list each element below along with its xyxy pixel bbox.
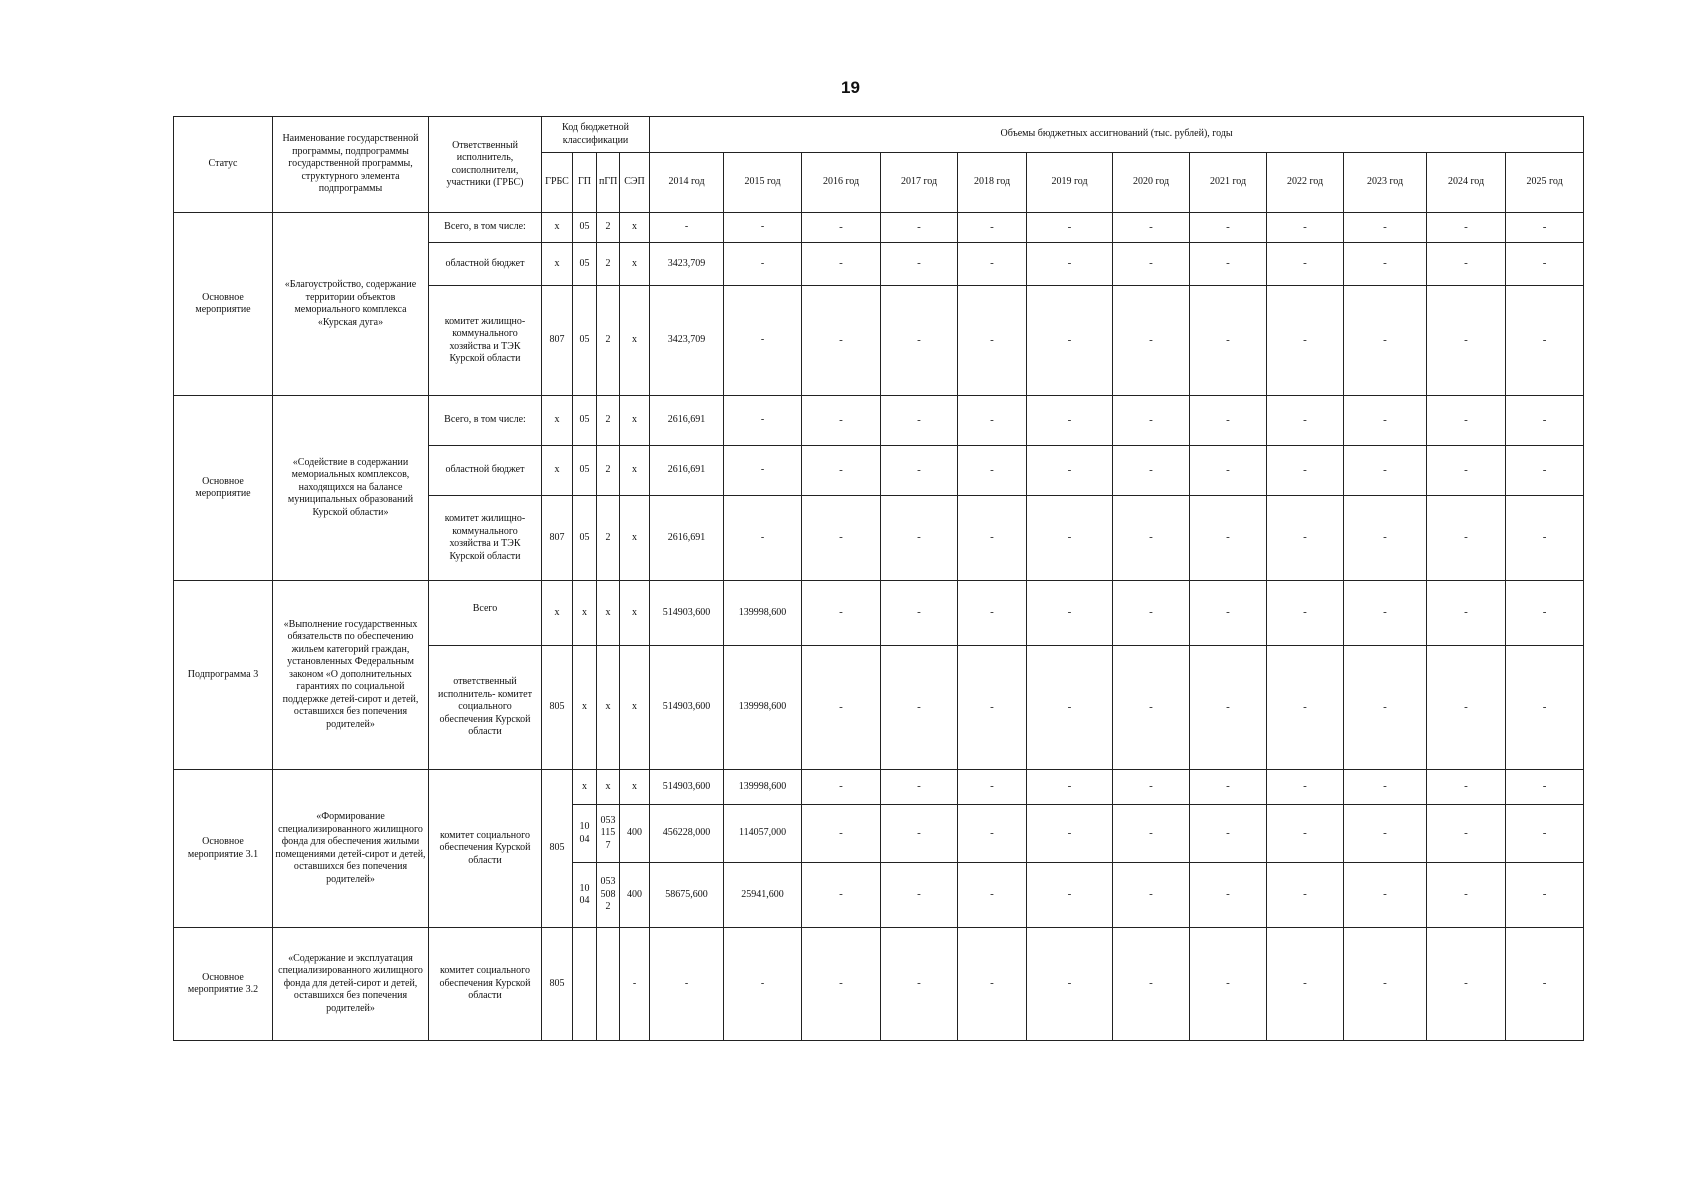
sep-cell: x — [620, 286, 650, 396]
value-dash: - — [1427, 805, 1506, 863]
value-dash: - — [1027, 770, 1113, 805]
value-dash: - — [1027, 496, 1113, 581]
value-2014: 456228,000 — [650, 805, 724, 863]
value-dash: - — [1113, 928, 1190, 1041]
value-dash: - — [1506, 213, 1584, 243]
header-year: 2023 год — [1344, 153, 1427, 213]
value-dash: - — [958, 770, 1027, 805]
value-dash: - — [1427, 928, 1506, 1041]
gp-cell: 05 — [573, 496, 597, 581]
pgp-cell: 2 — [597, 446, 620, 496]
executor-cell: комитет социального обеспечения Курской области — [429, 928, 542, 1041]
gp-cell: 05 — [573, 446, 597, 496]
header-year: 2019 год — [1027, 153, 1113, 213]
value-2014: 3423,709 — [650, 243, 724, 286]
pgp-cell — [597, 928, 620, 1041]
grbs-cell: x — [542, 396, 573, 446]
value-dash: - — [802, 646, 881, 770]
value-dash: - — [881, 770, 958, 805]
pgp-cell: x — [597, 581, 620, 646]
value-dash: - — [1190, 581, 1267, 646]
value-2014: 3423,709 — [650, 286, 724, 396]
name-cell: «Содержание и эксплуатация специализированного жилищного фонда для детей-сирот и детей, оставшихся без попечения родителей» — [273, 928, 429, 1041]
sep-cell: x — [620, 581, 650, 646]
header-volumes: Объемы бюджетных ассигнований (тыс. рублей), годы — [650, 117, 1584, 153]
value-dash: - — [1427, 581, 1506, 646]
value-2015: - — [724, 928, 802, 1041]
value-dash: - — [881, 396, 958, 446]
gp-cell: 10 04 — [573, 863, 597, 928]
value-dash: - — [881, 446, 958, 496]
sep-cell: x — [620, 446, 650, 496]
table-row — [174, 581, 1584, 646]
value-dash: - — [1427, 496, 1506, 581]
value-dash: - — [1427, 446, 1506, 496]
value-dash: - — [1427, 243, 1506, 286]
value-dash: - — [1267, 928, 1344, 1041]
value-dash: - — [958, 396, 1027, 446]
value-dash: - — [881, 863, 958, 928]
value-dash: - — [802, 805, 881, 863]
value-dash: - — [802, 581, 881, 646]
value-dash: - — [1190, 805, 1267, 863]
value-dash: - — [881, 646, 958, 770]
value-dash: - — [1344, 496, 1427, 581]
value-2015: 139998,600 — [724, 770, 802, 805]
gp-cell: 05 — [573, 396, 597, 446]
header-year: 2015 год — [724, 153, 802, 213]
pgp-cell: 2 — [597, 213, 620, 243]
gp-cell: 05 — [573, 243, 597, 286]
value-dash: - — [1113, 396, 1190, 446]
value-dash: - — [958, 446, 1027, 496]
value-dash: - — [1506, 646, 1584, 770]
value-2014: 514903,600 — [650, 770, 724, 805]
value-dash: - — [1344, 646, 1427, 770]
executor-cell: Всего — [429, 581, 542, 646]
value-dash: - — [1267, 863, 1344, 928]
gp-cell: x — [573, 581, 597, 646]
value-dash: - — [1506, 446, 1584, 496]
value-dash: - — [881, 581, 958, 646]
value-dash: - — [1344, 581, 1427, 646]
value-dash: - — [881, 213, 958, 243]
grbs-cell: 807 — [542, 286, 573, 396]
gp-cell: x — [573, 770, 597, 805]
table-row — [174, 928, 1584, 1041]
value-2015: - — [724, 286, 802, 396]
value-dash: - — [1027, 581, 1113, 646]
value-dash: - — [1267, 243, 1344, 286]
header-grbs: ГРБС — [542, 153, 573, 213]
value-dash: - — [958, 581, 1027, 646]
status-cell: Основное мероприятие — [174, 213, 273, 396]
value-dash: - — [1113, 770, 1190, 805]
sep-cell: x — [620, 646, 650, 770]
value-dash: - — [1506, 805, 1584, 863]
value-dash: - — [1113, 496, 1190, 581]
value-dash: - — [1027, 646, 1113, 770]
executor-cell: комитет социального обеспечения Курской области — [429, 770, 542, 928]
value-dash: - — [1344, 928, 1427, 1041]
value-dash: - — [1267, 286, 1344, 396]
header-row-1 — [174, 117, 1584, 153]
value-2015: - — [724, 496, 802, 581]
pgp-cell: 2 — [597, 286, 620, 396]
value-dash: - — [1267, 446, 1344, 496]
header-year: 2014 год — [650, 153, 724, 213]
executor-cell: областной бюджет — [429, 243, 542, 286]
value-2014: - — [650, 928, 724, 1041]
value-dash: - — [1344, 863, 1427, 928]
value-dash: - — [1344, 243, 1427, 286]
value-dash: - — [1190, 213, 1267, 243]
sep-cell: - — [620, 928, 650, 1041]
executor-cell: комитет жилищно-коммунального хозяйства и ТЭК Курской области — [429, 496, 542, 581]
value-dash: - — [1113, 446, 1190, 496]
name-cell: «Выполнение государственных обязательств по обеспечению жильем категорий граждан, установленных Федеральным законом «О дополнительных гарантиях по социальной поддержке детей-сирот и детей, оставшихся без попечения родителей» — [273, 581, 429, 770]
value-dash: - — [1267, 496, 1344, 581]
pgp-cell: x — [597, 646, 620, 770]
header-status: Статус — [174, 117, 273, 213]
value-dash: - — [802, 446, 881, 496]
value-2014: 2616,691 — [650, 446, 724, 496]
value-dash: - — [1506, 928, 1584, 1041]
value-2015: 114057,000 — [724, 805, 802, 863]
value-2014: - — [650, 213, 724, 243]
gp-cell: 05 — [573, 213, 597, 243]
header-pgp: пГП — [597, 153, 620, 213]
value-dash: - — [1344, 770, 1427, 805]
status-cell: Основное мероприятие — [174, 396, 273, 581]
value-dash: - — [881, 928, 958, 1041]
value-dash: - — [1113, 213, 1190, 243]
value-2015: - — [724, 446, 802, 496]
executor-cell: комитет жилищно-коммунального хозяйства и ТЭК Курской области — [429, 286, 542, 396]
value-dash: - — [1190, 770, 1267, 805]
value-dash: - — [1113, 805, 1190, 863]
value-dash: - — [1027, 396, 1113, 446]
value-dash: - — [958, 213, 1027, 243]
value-dash: - — [1113, 646, 1190, 770]
pgp-cell: 053 508 2 — [597, 863, 620, 928]
value-2015: - — [724, 243, 802, 286]
value-dash: - — [881, 243, 958, 286]
header-year: 2018 год — [958, 153, 1027, 213]
grbs-cell: x — [542, 243, 573, 286]
value-dash: - — [1113, 863, 1190, 928]
header-year: 2016 год — [802, 153, 881, 213]
header-year: 2021 год — [1190, 153, 1267, 213]
value-2014: 2616,691 — [650, 496, 724, 581]
value-dash: - — [1027, 213, 1113, 243]
pgp-cell: 2 — [597, 243, 620, 286]
sep-cell: x — [620, 496, 650, 581]
header-year: 2017 год — [881, 153, 958, 213]
value-dash: - — [1267, 396, 1344, 446]
value-dash: - — [1506, 863, 1584, 928]
value-dash: - — [958, 646, 1027, 770]
value-dash: - — [1027, 805, 1113, 863]
grbs-cell: 805 — [542, 770, 573, 928]
value-dash: - — [802, 213, 881, 243]
value-2015: 139998,600 — [724, 646, 802, 770]
value-dash: - — [1190, 928, 1267, 1041]
executor-cell: ответственный исполнитель- комитет социального обеспечения Курской области — [429, 646, 542, 770]
table-row — [174, 770, 1584, 805]
value-2015: 25941,600 — [724, 863, 802, 928]
value-dash: - — [802, 243, 881, 286]
executor-cell: Всего, в том числе: — [429, 213, 542, 243]
gp-cell — [573, 928, 597, 1041]
value-dash: - — [1027, 863, 1113, 928]
name-cell: «Благоустройство, содержание территории объектов мемориального комплекса «Курская дуга» — [273, 213, 429, 396]
value-dash: - — [1113, 581, 1190, 646]
value-dash: - — [802, 863, 881, 928]
value-2015: - — [724, 213, 802, 243]
sep-cell: x — [620, 770, 650, 805]
value-dash: - — [1506, 581, 1584, 646]
value-dash: - — [958, 496, 1027, 581]
value-dash: - — [802, 928, 881, 1041]
header-year: 2022 год — [1267, 153, 1344, 213]
header-sep: СЭП — [620, 153, 650, 213]
value-dash: - — [1027, 243, 1113, 286]
value-dash: - — [1190, 646, 1267, 770]
header-budget-code: Код бюджетной классификации — [542, 117, 650, 153]
value-dash: - — [802, 496, 881, 581]
value-dash: - — [1427, 863, 1506, 928]
status-cell: Основное мероприятие 3.1 — [174, 770, 273, 928]
gp-cell: 05 — [573, 286, 597, 396]
name-cell: «Содействие в содержании мемориальных комплексов, находящихся на балансе муниципальных образований Курской области» — [273, 396, 429, 581]
pgp-cell: 2 — [597, 496, 620, 581]
page-number: 19 — [841, 78, 860, 97]
value-dash: - — [958, 805, 1027, 863]
value-dash: - — [1190, 446, 1267, 496]
value-dash: - — [1506, 770, 1584, 805]
value-dash: - — [1027, 286, 1113, 396]
value-dash: - — [802, 286, 881, 396]
value-dash: - — [1506, 243, 1584, 286]
value-dash: - — [1190, 243, 1267, 286]
budget-table-container — [173, 116, 1583, 1041]
header-year: 2020 год — [1113, 153, 1190, 213]
value-dash: - — [958, 928, 1027, 1041]
sep-cell: x — [620, 243, 650, 286]
value-dash: - — [802, 396, 881, 446]
pgp-cell: 053 115 7 — [597, 805, 620, 863]
value-dash: - — [1027, 446, 1113, 496]
value-dash: - — [1344, 446, 1427, 496]
grbs-cell: x — [542, 213, 573, 243]
grbs-cell: 805 — [542, 928, 573, 1041]
sep-cell: 400 — [620, 805, 650, 863]
grbs-cell: 807 — [542, 496, 573, 581]
table-row — [174, 396, 1584, 446]
value-2015: - — [724, 396, 802, 446]
value-dash: - — [1506, 396, 1584, 446]
sep-cell: 400 — [620, 863, 650, 928]
value-2014: 58675,600 — [650, 863, 724, 928]
value-dash: - — [1506, 496, 1584, 581]
value-dash: - — [1344, 396, 1427, 446]
header-year: 2024 год — [1427, 153, 1506, 213]
grbs-cell: 805 — [542, 646, 573, 770]
value-2014: 514903,600 — [650, 646, 724, 770]
pgp-cell: 2 — [597, 396, 620, 446]
executor-cell: Всего, в том числе: — [429, 396, 542, 446]
value-dash: - — [958, 286, 1027, 396]
value-dash: - — [1427, 396, 1506, 446]
value-dash: - — [802, 770, 881, 805]
value-dash: - — [958, 863, 1027, 928]
value-dash: - — [881, 496, 958, 581]
executor-cell: областной бюджет — [429, 446, 542, 496]
value-dash: - — [1506, 286, 1584, 396]
table-row — [174, 213, 1584, 243]
sep-cell: x — [620, 396, 650, 446]
status-cell: Подпрограмма 3 — [174, 581, 273, 770]
value-dash: - — [958, 243, 1027, 286]
value-dash: - — [881, 805, 958, 863]
value-dash: - — [1427, 286, 1506, 396]
value-dash: - — [1427, 213, 1506, 243]
value-dash: - — [1190, 496, 1267, 581]
value-dash: - — [1267, 770, 1344, 805]
gp-cell: 10 04 — [573, 805, 597, 863]
header-gp: ГП — [573, 153, 597, 213]
value-dash: - — [1113, 286, 1190, 396]
value-dash: - — [1113, 243, 1190, 286]
header-name: Наименование государственной программы, подпрограммы государственной программы, структурного элемента подпрограммы — [273, 117, 429, 213]
value-dash: - — [1427, 770, 1506, 805]
value-dash: - — [1267, 805, 1344, 863]
budget-table — [173, 116, 1584, 1041]
value-dash: - — [881, 286, 958, 396]
value-2015: 139998,600 — [724, 581, 802, 646]
value-dash: - — [1267, 646, 1344, 770]
value-dash: - — [1190, 396, 1267, 446]
header-year: 2025 год — [1506, 153, 1584, 213]
sep-cell: x — [620, 213, 650, 243]
status-cell: Основное мероприятие 3.2 — [174, 928, 273, 1041]
header-executor: Ответственный исполнитель, соисполнители, участники (ГРБС) — [429, 117, 542, 213]
grbs-cell: x — [542, 446, 573, 496]
value-2014: 2616,691 — [650, 396, 724, 446]
value-dash: - — [1267, 581, 1344, 646]
value-dash: - — [1027, 928, 1113, 1041]
value-dash: - — [1267, 213, 1344, 243]
value-dash: - — [1344, 805, 1427, 863]
value-dash: - — [1344, 286, 1427, 396]
gp-cell: x — [573, 646, 597, 770]
name-cell: «Формирование специализированного жилищного фонда для обеспечения жилыми помещениями детей-сирот и детей, оставшихся без попечения родителей» — [273, 770, 429, 928]
grbs-cell: x — [542, 581, 573, 646]
value-2014: 514903,600 — [650, 581, 724, 646]
value-dash: - — [1190, 863, 1267, 928]
value-dash: - — [1427, 646, 1506, 770]
value-dash: - — [1344, 213, 1427, 243]
value-dash: - — [1190, 286, 1267, 396]
pgp-cell: x — [597, 770, 620, 805]
